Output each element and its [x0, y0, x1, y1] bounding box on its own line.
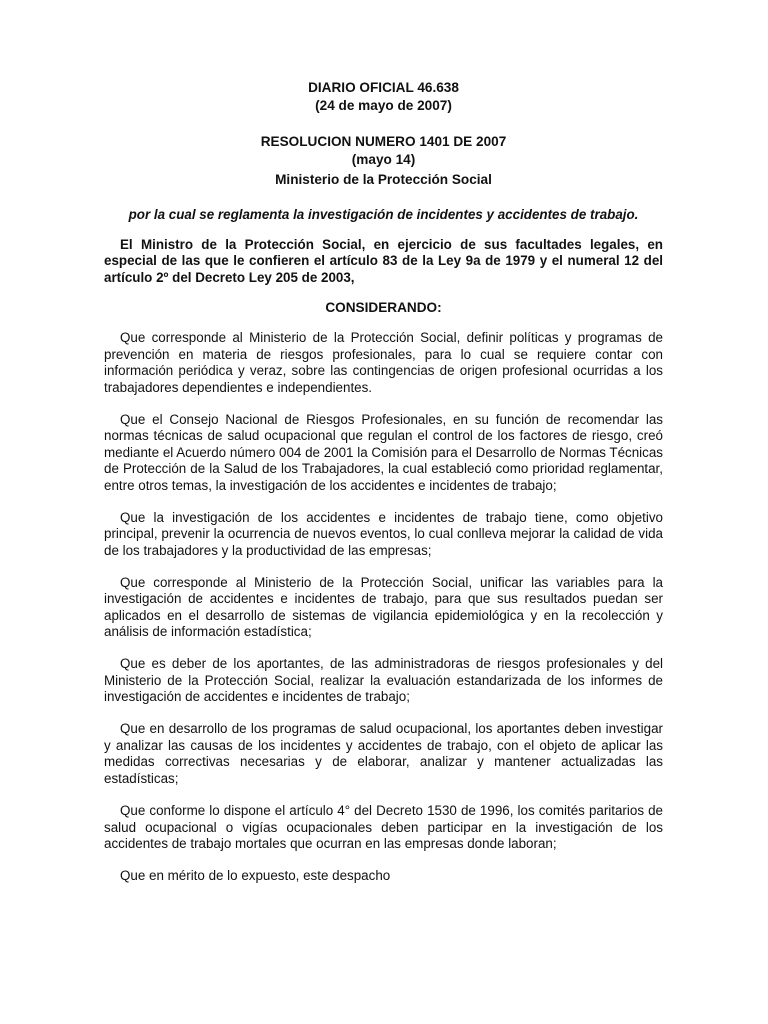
- considerando-paragraph: Que corresponde al Ministerio de la Protección Social, unificar las variables para la investigación de accidentes e incidentes de trabajo, para que sus resultados puedan ser aplicados en el desarrollo de sistemas de vigilancia epidemiológica y en la recolección y análisis de información estadística;: [104, 574, 663, 640]
- diario-oficial-heading: DIARIO OFICIAL 46.638: [308, 80, 459, 95]
- spacer: [104, 317, 663, 330]
- spacer: [104, 286, 663, 299]
- considerando-paragraph: Que corresponde al Ministerio de la Protección Social, definir políticas y programas de prevención en materia de riesgos profesionales, para lo cual se requiere contar con información periódica y veraz, sobre las contingencias de origen profesional ocurridas a los trabajadores dependientes e independientes.: [104, 330, 663, 395]
- resolution-number: RESOLUCION NUMERO 1401 DE 2007: [260, 134, 507, 149]
- considerando-paragraph: Que en desarrollo de los programas de salud ocupacional, los aportantes deben investigar y analizar las causas de los incidentes y accidentes de trabajo, con el objeto de aplicar las medidas correctivas necesarias y de elaborar, analizar y mantener actualizadas las estadísticas;: [104, 721, 663, 786]
- spacer: [104, 115, 663, 133]
- considerando-heading: CONSIDERANDO:: [325, 300, 442, 315]
- considerando-paragraph: Que la investigación de los accidentes e incidentes de trabajo tiene, como objetivo principal, prevenir la ocurrencia de nuevos eventos, lo cual conlleva mejorar la calidad de vida de los trabajadores y la productividad de las empresas;: [104, 509, 663, 558]
- considerando-paragraph: Que es deber de los aportantes, de las administradoras de riesgos profesionales y del Ministerio de la Protección Social, realizar la evaluación estandarizada de los informes de investigación de accidentes e incidentes de trabajo;: [104, 656, 663, 705]
- document-body: [104, 79, 663, 885]
- spacer: [104, 189, 663, 207]
- publication-date: (24 de mayo de 2007): [315, 98, 452, 113]
- considerando-paragraph: Que el Consejo Nacional de Riesgos Profesionales, en su función de recomendar las normas técnicas de salud ocupacional que regulan el control de los factores de riesgo, creó mediante el Acuerdo número 004 de 2001 la Comisión para el Desarrollo de Normas Técnicas de Protección de la Salud de los Trabajadores, la cual estableció como prioridad reglamentar, entre otros temas, la investigación de los accidentes e incidentes de trabajo;: [104, 411, 663, 493]
- ministry-name: Ministerio de la Protección Social: [275, 172, 492, 187]
- considerando-paragraph: Que conforme lo dispone el artículo 4° del Decreto 1530 de 1996, los comités paritarios de salud ocupacional o vigías ocupacionales deben participar en la investigación de los accidentes de trabajo mortales que ocurran en las empresas donde laboran;: [104, 803, 663, 852]
- intro-paragraph: El Ministro de la Protección Social, en ejercicio de sus facultades legales, en especial de las que le confieren el artículo 83 de la Ley 9a de 1979 y el numeral 12 del artículo 2º del Decreto Ley 205 de 2003,: [104, 236, 663, 285]
- resolution-date: (mayo 14): [351, 152, 416, 167]
- resolution-title: por la cual se reglamenta la investigación de incidentes y accidentes de trabajo.: [128, 207, 639, 222]
- spacer: [104, 224, 663, 237]
- closing-paragraph: Que en mérito de lo expuesto, este despacho: [120, 868, 391, 884]
